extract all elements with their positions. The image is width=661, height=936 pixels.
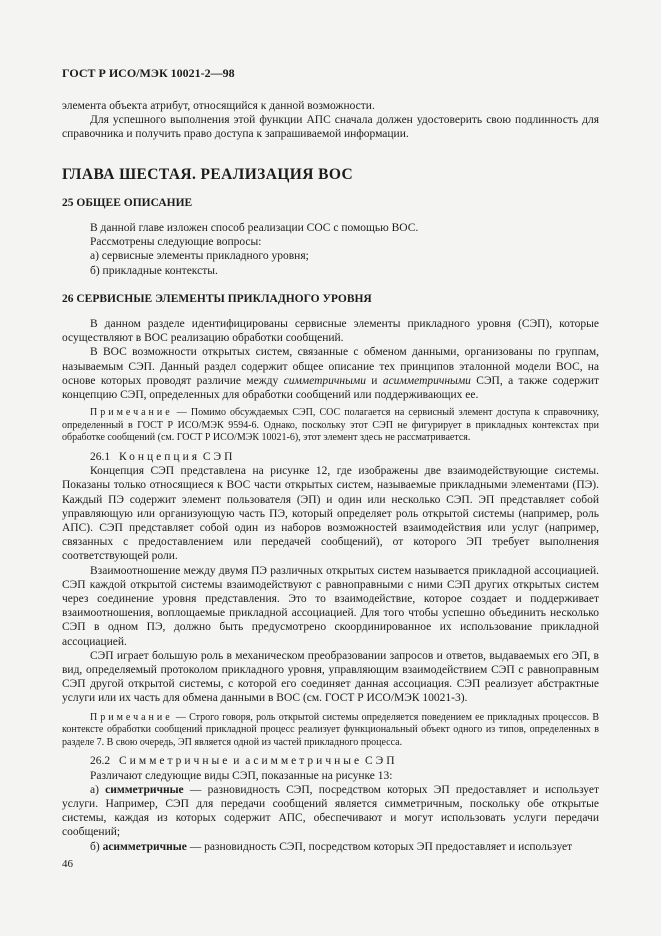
subsection-26-1-paragraph-2: Взаимоотношение между двумя ПЭ различных открытых систем называется прикладной ассоциацией. СЭП каждой открытой системы взаимодействуют с равноправными с ними СЭП других открытых систем через соединение уровня представления. Это то взаимодействие, которое создает и поддерживает взаимоотношения, воплощаемые прикладной ассоциацией. Для того чтобы успешно объединить несколько СЭП в одном ПЭ, должно быть предусмотрено скоординированное их использование прикладной ассоциацией. bbox=[62, 564, 599, 648]
term-symmetric: симметричными bbox=[283, 374, 366, 387]
section-26-paragraph-1: В данном разделе идентифицированы сервисные элементы прикладного уровня (СЭП), которые осуществляют в ВОС реализацию обработки сообщений. bbox=[62, 318, 599, 345]
list-item-asymmetric: б) асимметричные — разновидность СЭП, посредством которых ЭП предоставляет и использует bbox=[90, 840, 573, 853]
chapter-title: ГЛАВА ШЕСТАЯ. РЕАЛИЗАЦИЯ ВОС bbox=[62, 165, 354, 183]
list-item-a: а) сервисные элементы прикладного уровня; bbox=[90, 250, 309, 263]
term-asymmetric: асимметричными bbox=[382, 374, 471, 387]
document-header: ГОСТ Р ИСО/МЭК 10021-2—98 bbox=[62, 66, 235, 80]
subsection-26-2-paragraph-1: Различают следующие виды СЭП, показанные на рисунке 13: bbox=[90, 769, 393, 782]
page-body bbox=[62, 99, 599, 854]
section-26-title: 26 СЕРВИСНЫЕ ЭЛЕМЕНТЫ ПРИКЛАДНОГО УРОВНЯ bbox=[62, 292, 372, 305]
list-item-b: б) прикладные контексты. bbox=[90, 264, 218, 277]
subsection-26-1-title: 26.1 Концепция СЭП bbox=[90, 451, 236, 464]
subsection-26-1-paragraph-3: СЭП играет большую роль в механическом преобразовании запросов и ответов, выдаваемых его ЭП, в вид, определяемый протоколом прикладного уровня, управляющим взаимодействием СЭП с равноправным СЭП другой открытой системы, с которой его соединяет данная ассоциация. СЭП реализует абстрактные услуги или их часть для обмена данными в ВОС (см. ГОСТ Р ИСО/МЭК 10021-3). bbox=[62, 649, 599, 705]
section-26-paragraph-2: В ВОС возможности открытых систем, связанные с обменом данными, организованы по группам, называемым СЭП. Данный раздел содержит общее описание тех принципов эталонной модели ВОС, на основе которых проводят различие между симметричными и асимметричными СЭП, а также содержит концепцию СЭП, определенных для обработки сообщений или поддерживающих ее. bbox=[62, 346, 600, 402]
section-25-paragraph-1: В данной главе изложен способ реализации СОС с помощью ВОС. bbox=[90, 222, 419, 235]
subsection-26-2-title: 26.2 Симметричные и асимметричные СЭП bbox=[90, 755, 398, 768]
subsection-26-1-paragraph-1: Концепция СЭП представлена на рисунке 12, где изображены две взаимодействующие системы. Показаны только относящиеся к ВОС части открытых систем, называемые прикладными элементами (ПЭ). Каждый ПЭ содержит элемент пользователя (ЭП) и один или несколько СЭП. ЭП представляет собой управляющую или организующую часть ПЭ, который определяет роль открытой системы (например, роль АПС). СЭП представляет собой один из наборов возможностей взаимодействия или услуг (например, связанных с предоставлением или передачей сообщений), от которого ЭП требует выполнения соответствующей роли. bbox=[62, 465, 599, 563]
intro-paragraph-2: Для успешного выполнения этой функции АПС сначала должен удостоверить свою подлинность для справочника и получить право доступа к запрашиваемой информации. bbox=[62, 114, 599, 141]
note-label: Примечание bbox=[90, 407, 173, 419]
note-2: Примечание — Строго говоря, роль открытой системы определяется поведением ее прикладных процессов. В контексте обработки сообщений прикладной процесс реализует функциональный объект одного из типов, определенных в разделе 7. В свою очередь, ЭП является одной из частей прикладного процесса. bbox=[62, 711, 599, 748]
section-25-title: 25 ОБЩЕЕ ОПИСАНИЕ bbox=[62, 196, 193, 209]
list-item-symmetric: а) симметричные — разновидность СЭП, посредством которых ЭП предоставляет и использует услуги. Например, СЭП для передачи сообщений является симметричным, поскольку обе открытые системы, каждая из которых содержит АПС, обеспечивают и могут использовать услуги передачи сообщений; bbox=[62, 783, 600, 839]
section-25-paragraph-2: Рассмотрены следующие вопросы: bbox=[90, 236, 262, 249]
intro-paragraph-1: элемента объекта атрибут, относящийся к данной возможности. bbox=[62, 100, 375, 112]
note-label: Примечание bbox=[90, 711, 173, 723]
page-number: 46 bbox=[62, 858, 73, 870]
note-1: Примечание — Помимо обсуждаемых СЭП, СОС полагается на сервисный элемент доступа к справочнику, определенный в ГОСТ Р ИСО/МЭК 9594-6. Однако, поскольку этот СЭП не фигурирует в прикладных контекстах при обработке сообщений (см. ГОСТ Р ИСО/МЭК 10021-6), этот элемент здесь не рассматривается. bbox=[62, 407, 599, 444]
